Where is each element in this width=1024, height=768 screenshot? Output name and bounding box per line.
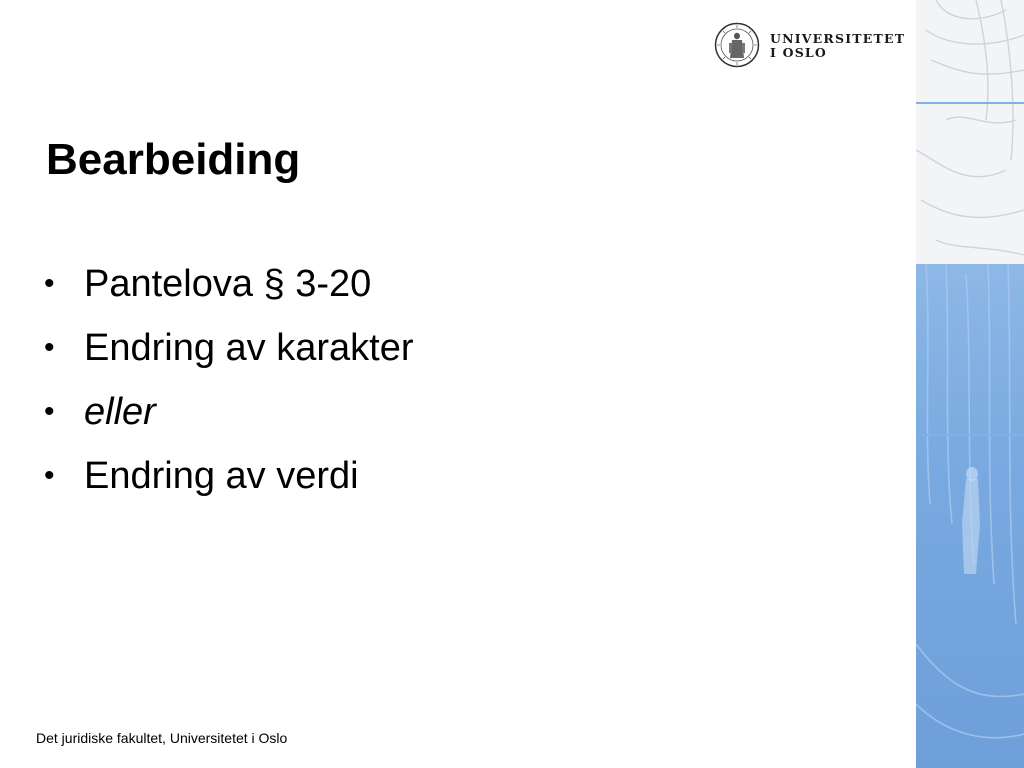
university-logo [714, 20, 904, 70]
bullet-text: eller [84, 391, 156, 433]
bullet-item [44, 444, 414, 508]
bullet-list [44, 252, 414, 508]
accent-line [916, 434, 1024, 436]
bullet-text: Endring av karakter [84, 327, 414, 369]
decorative-side-panel [916, 0, 1024, 768]
accent-line [916, 102, 1024, 104]
slide-footer: Det juridiske fakultet, Universitetet i Oslo [36, 730, 288, 746]
statue-body-image [916, 264, 1024, 768]
bullet-item [44, 380, 414, 444]
university-seal-icon [714, 22, 760, 68]
bullet-item [44, 316, 414, 380]
statue-head-image [916, 0, 1024, 264]
slide-title: Bearbeiding [46, 135, 301, 184]
bullet-text: Endring av verdi [84, 455, 359, 497]
bullet-icon: • [44, 267, 55, 300]
bullet-item [44, 252, 414, 316]
bullet-icon: • [44, 331, 55, 364]
bullet-icon: • [44, 459, 55, 492]
university-name-line1: UNIVERSITETET [770, 31, 906, 46]
university-name [770, 32, 905, 60]
bullet-text: Pantelova § 3-20 [84, 263, 372, 305]
university-name-line2: I OSLO [770, 45, 827, 60]
bullet-icon: • [44, 395, 55, 428]
